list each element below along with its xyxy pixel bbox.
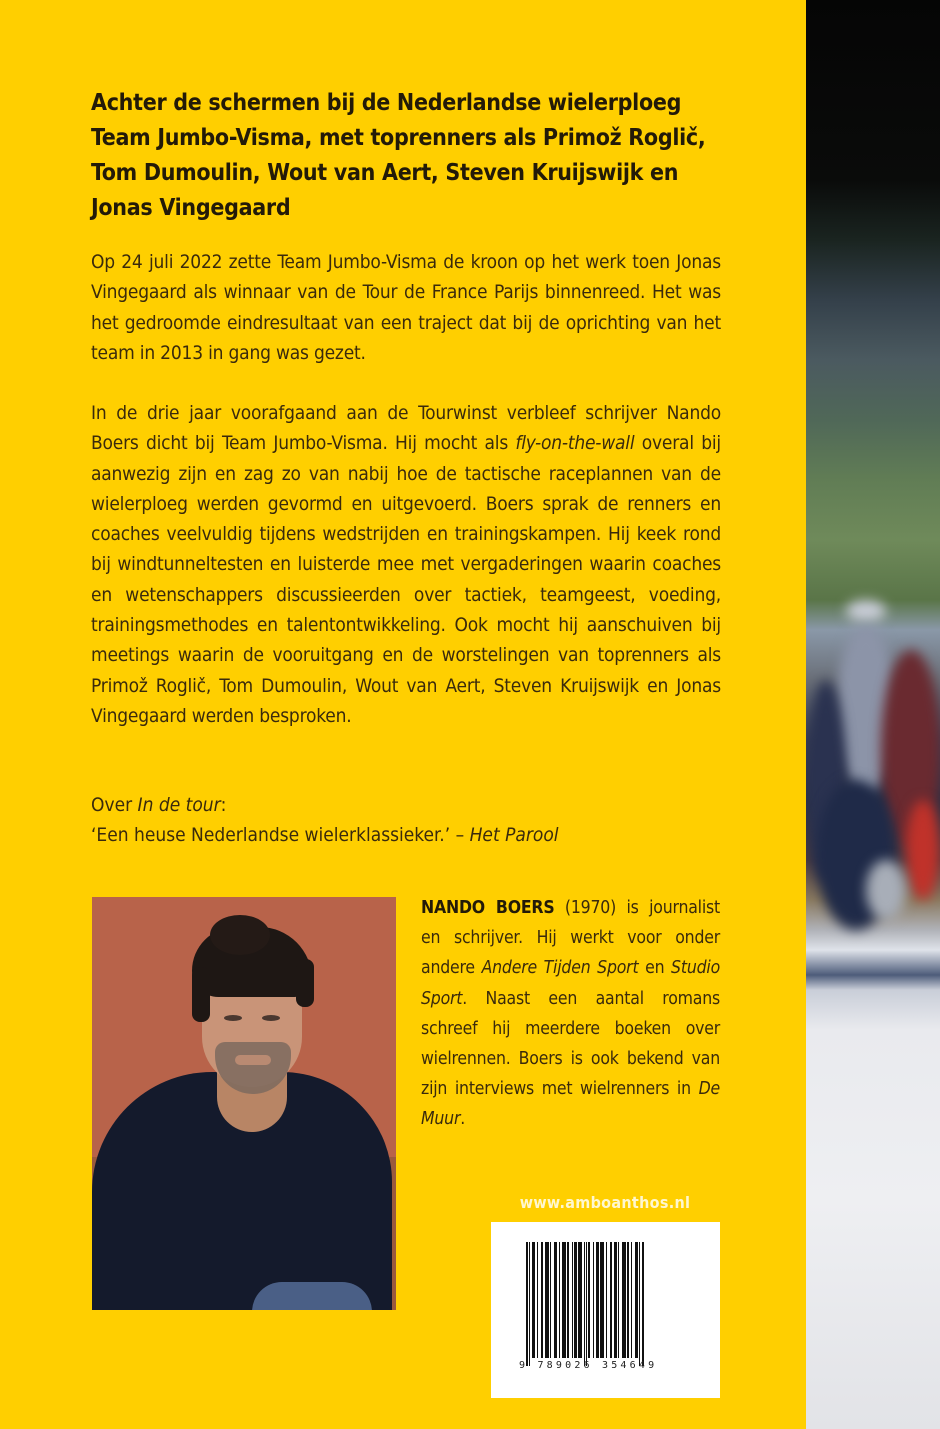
headline-line: Team Jumbo-Visma, met toprenners als Primož Roglič, bbox=[91, 125, 706, 151]
author-photo bbox=[92, 897, 396, 1310]
review-intro-suffix: : bbox=[220, 794, 227, 816]
headline-line: Jonas Vingegaard bbox=[91, 195, 291, 221]
author-bio bbox=[421, 893, 720, 1135]
text-segment: In de drie jaar voorafgaand aan de Tourwinst verbleef schrijver Nando Boers dicht bij Team Jumbo-Visma. Hij mocht als bbox=[91, 402, 721, 455]
front-cover-photo-edge bbox=[806, 0, 940, 1429]
headline bbox=[91, 86, 741, 226]
blurb-paragraph-2 bbox=[91, 398, 721, 731]
publisher-website: www.amboanthos.nl bbox=[519, 1193, 691, 1212]
barcode-bars bbox=[526, 1242, 691, 1366]
book-title: In de tour bbox=[137, 794, 221, 816]
quote-text: ‘Een heuse Nederlandse wielerklassieker.’ – bbox=[91, 824, 470, 846]
bio-text: (1970) is journalist en schrijver. Hij werkt voor onder andere bbox=[421, 898, 720, 979]
bio-italic: Studio Sport bbox=[421, 958, 720, 1009]
quote-source: Het Parool bbox=[469, 824, 559, 846]
review-intro-prefix: Over bbox=[91, 794, 138, 816]
press-review bbox=[91, 790, 731, 850]
blurb-paragraph-1 bbox=[91, 247, 721, 368]
bio-italic: De Muur bbox=[421, 1079, 720, 1130]
review-quote bbox=[91, 820, 731, 850]
bio-text: . bbox=[460, 1109, 466, 1130]
headline-line: Tom Dumoulin, Wout van Aert, Steven Kruijswijk en bbox=[91, 160, 679, 186]
isbn-barcode bbox=[491, 1222, 720, 1398]
text-segment: overal bij aanwezig zijn en zag zo van nabij hoe de tactische raceplannen van de wielerploeg werden gevormd en uitgevoerd. Boers sprak de renners en coaches veelvuldig tijdens wedstrijden en trainingskampen. Hij keek rond bij windtunneltesten en luisterde mee met vergaderingen waarin coaches en wetenschappers discussieerden over tactiek, teamgeest, voeding, trainingsmethodes en talentontwikkeling. Ook mocht hij aanschuiven bij meetings waarin de vooruitgang en de worstelingen van toprenners als Primož Roglič, Tom Dumoulin, Wout van Aert, Steven Kruijswijk en Jonas Vingegaard werden besproken. bbox=[91, 432, 721, 727]
italic-term: fly-on-the-wall bbox=[515, 432, 635, 455]
author-name: NANDO BOERS bbox=[421, 898, 555, 918]
bio-text: . Naast een aantal romans schreef hij meerdere boeken over wielrennen. Boers is ook bekend van zijn interviews met wielrenners in bbox=[421, 988, 720, 1100]
blurb-paragraph-2-text bbox=[91, 398, 721, 731]
review-intro bbox=[91, 790, 731, 820]
bio-text: en bbox=[638, 958, 672, 979]
blurb-paragraph-1-text: Op 24 juli 2022 zette Team Jumbo-Visma de kroon op het werk toen Jonas Vingegaard als winnaar van de Tour de France Parijs binnenreed. Het was het gedroomde eindresultaat van een traject dat bij de oprichting van het team in 2013 in gang was gezet. bbox=[91, 251, 721, 364]
bio-italic: Andere Tijden Sport bbox=[481, 958, 639, 979]
isbn-digits: 9 789026 354649 bbox=[519, 1360, 658, 1371]
headline-line: Achter de schermen bij de Nederlandse wielerploeg bbox=[91, 90, 682, 116]
